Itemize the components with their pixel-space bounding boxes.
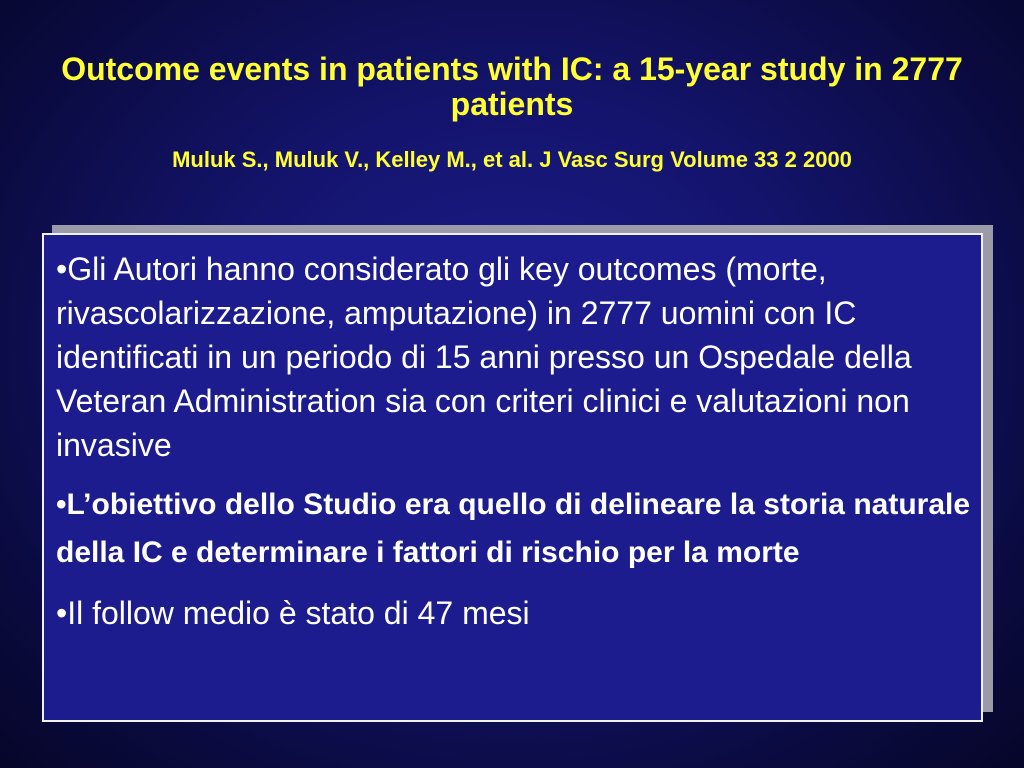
bullet-key-outcomes: •Gli Autori hanno considerato gli key outcomes (morte, rivascolarizzazione, amputazione) in 2777 uomini con IC identificati in un periodo di 15 anni presso un Ospedale della Veteran Administration sia con criteri clinici e valutazioni non invasive — [56, 251, 912, 463]
bullet-study-objective: •L’obiettivo dello Studio era quello di delineare la storia naturale della IC e determinare i fattori di rischio per la morte — [56, 488, 971, 569]
bullet-follow-up: •Il follow medio è stato di 47 mesi — [56, 595, 530, 631]
content-box — [42, 233, 983, 722]
slide-title: Outcome events in patients with IC: a 15-year study in 2777 patients — [61, 51, 963, 122]
citation: Muluk S., Muluk V., Kelley M., et al. J Vasc Surg Volume 33 2 2000 — [172, 147, 852, 172]
